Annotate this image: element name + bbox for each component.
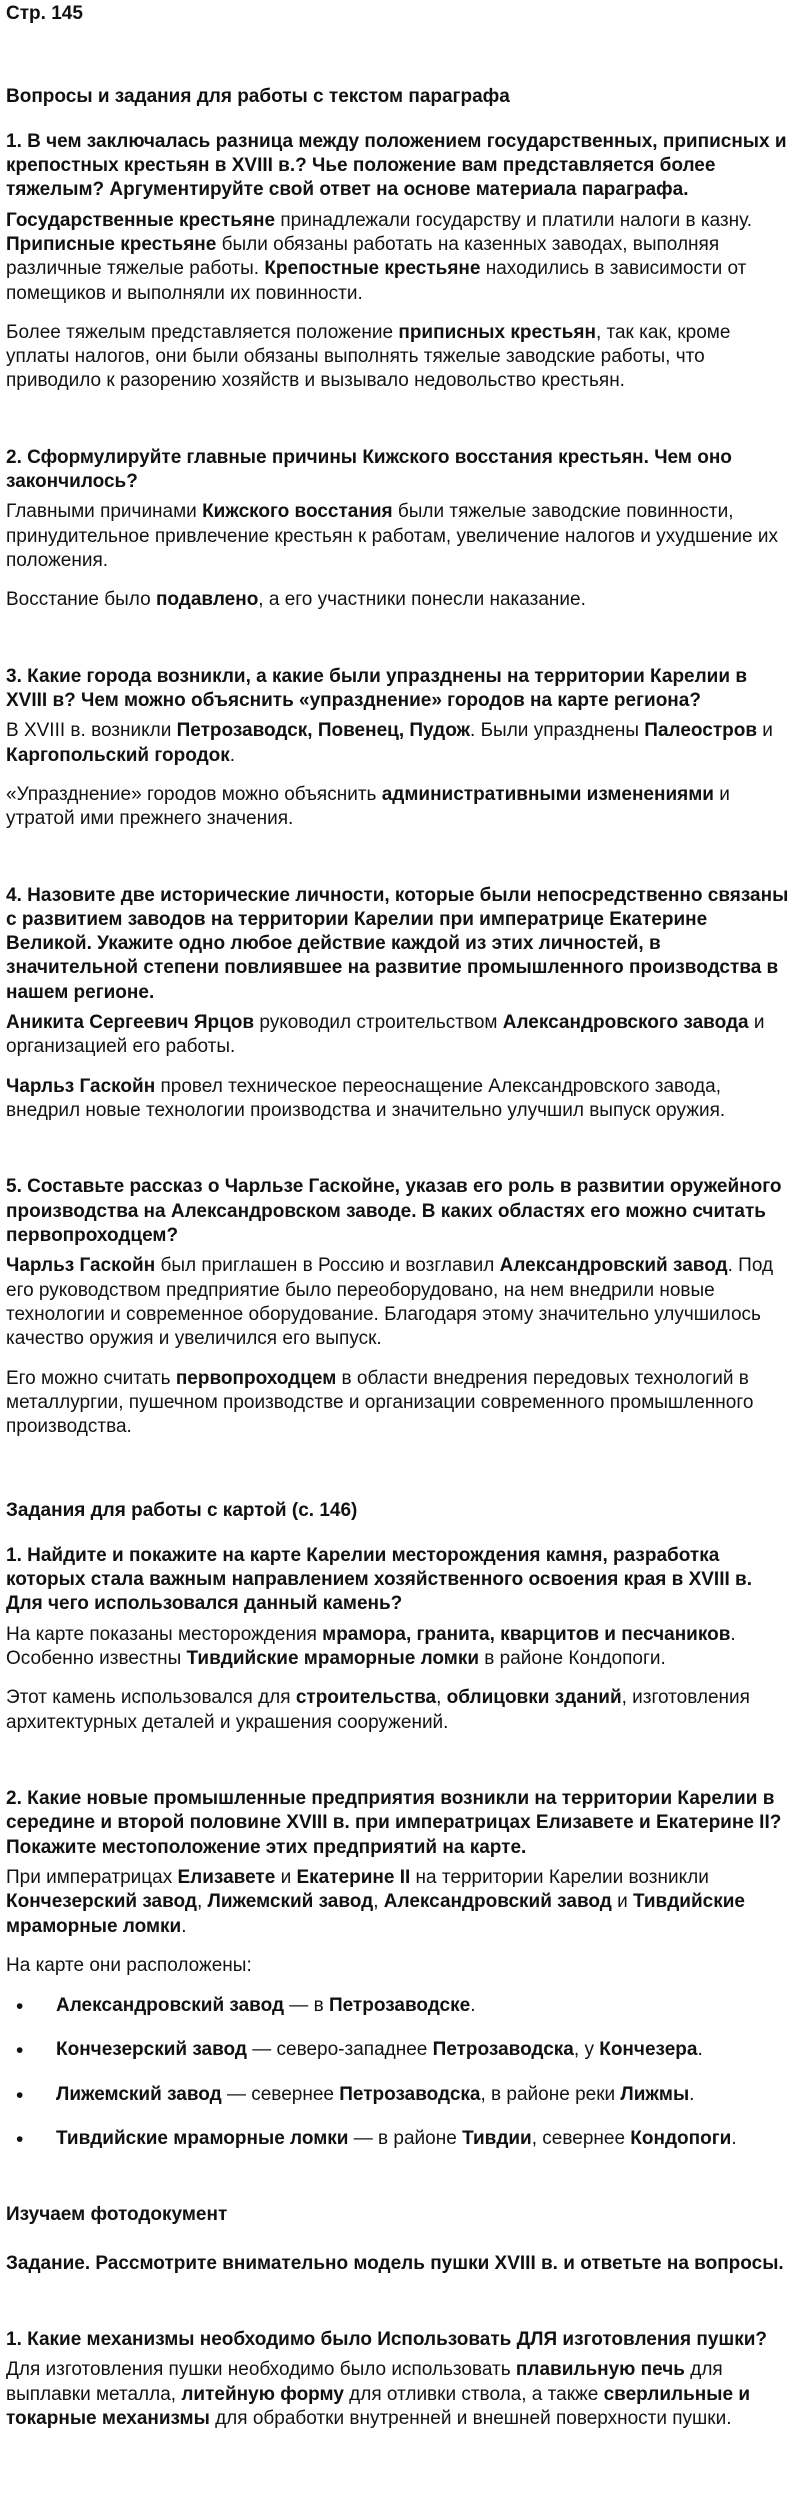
answer-paragraph: На карте показаны месторождения мрамора, гранита, кварцитов и песчаников. Особенно известны Тивдийские мраморные ломки в районе Кондопоги. <box>6 1623 736 1669</box>
question-text: 2. Какие новые промышленные предприятия возникли на территории Карелии в середине и второй половине XVIII в. при императрицах Елизавете и Екатерине II? Покажите местоположение этих предприятий на карте. <box>6 1787 782 1858</box>
section-heading: Задания для работы с картой (с. 146) <box>6 1500 358 1522</box>
answer-paragraph: Для изготовления пушки необходимо было использовать плавильную печь для выплавки металла, литейную форму для отливки ствола, а также сверлильные и токарные механизмы для обработки внутренней и внешней поверхности пушки. <box>6 2359 751 2429</box>
answer-paragraph: Главными причинами Кижского восстания были тяжелые заводские повинности, принудительное привлечение крестьян к работам, увеличение налогов и ухудшение их положения. <box>6 501 778 571</box>
question-block <box>6 1175 790 1439</box>
list-item: • Лижемский завод — севернее Петрозаводска, в районе реки Лижмы. <box>6 2083 790 2107</box>
answer-paragraph: В XVIII в. возникли Петрозаводск, Повенец, Пудож. Были упразднены Палеостров и Каргопольский городок. <box>6 720 773 766</box>
list-item: • Кончезерский завод — северо-западнее Петрозаводска, у Кончезера. <box>6 2038 790 2062</box>
question-text: 4. Назовите две исторические личности, которые были непосредственно связаны с развитием заводов на территории Карелии при императрице Екатерине Великой. Укажите одно любое действие каждой из этих личностей, в значительной степени повлиявшее на развитие промышленного производства в нашем регионе. <box>6 884 789 1003</box>
question-text: 3. Какие города возникли, а какие были упразднены на территории Карелии в XVIII в? Чем можно объяснить «упразднение» городов на карте региона? <box>6 665 747 711</box>
section-map-tasks <box>6 1499 790 2151</box>
section-heading: Изучаем фотодокумент <box>6 2204 228 2226</box>
question-block <box>6 665 790 832</box>
question-text: 1. В чем заключалась разница между положением государственных, приписных и крепостных крестьян в XVIII в.? Чье положение вам представляется более тяжелым? Аргументируйте свой ответ на основе материала параграфа. <box>6 130 787 201</box>
page-number: Стр. 145 <box>6 3 83 24</box>
question-block <box>6 884 790 1124</box>
answer-paragraph: Аникита Сергеевич Ярцов руководил строительством Александровского завода и организацией его работы. <box>6 1012 765 1058</box>
answer-paragraph: Чарльз Гаскойн провел техническое переоснащение Александровского завода, внедрил новые технологии производства и значительно улучшил выпуск оружия. <box>6 1075 726 1121</box>
list-item: • Александровский завод — в Петрозаводске. <box>6 1994 790 2018</box>
question-text: 1. Какие механизмы необходимо было Использовать ДЛЯ изготовления пушки? <box>6 2329 768 2350</box>
question-list <box>6 2328 790 2431</box>
answer-paragraph: На карте они расположены: <box>6 1954 252 1976</box>
answer-paragraph: Этот камень использовался для строительства, облицовки зданий, изготовления архитектурных деталей и украшения сооружений. <box>6 1687 750 1733</box>
question-list <box>6 130 790 1440</box>
answer-paragraph: Его можно считать первопроходцем в области внедрения передовых технологий в металлургии, пушечном производстве и организации современного промышленного производства. <box>6 1367 754 1438</box>
question-list <box>6 1544 790 2152</box>
answer-paragraph: Более тяжелым представляется положение приписных крестьян, так как, кроме уплаты налогов, они были обязаны выполнять тяжелые заводские работы, что приводило к разорению хозяйств и вызывало недовольство крестьян. <box>6 321 731 392</box>
list-item: • Тивдийские мраморные ломки — в районе Тивдии, севернее Кондопоги. <box>6 2127 790 2151</box>
question-block <box>6 2328 790 2431</box>
answer-paragraph: Восстание было подавлено, а его участники понесли наказание. <box>6 589 586 611</box>
section-photo-document <box>6 2203 790 2431</box>
question-text: 2. Сформулируйте главные причины Кижского восстания крестьян. Чем оно закончилось? <box>6 446 732 493</box>
question-text: 1. Найдите и покажите на карте Карелии месторождения камня, разработка которых стала важным направлением хозяйственного освоения края в XVIII в. Для чего использовался данный камень? <box>6 1544 753 1615</box>
question-block <box>6 1544 790 1735</box>
section-heading: Вопросы и задания для работы с текстом параграфа <box>6 86 510 108</box>
question-block <box>6 130 790 394</box>
photo-task: Задание. Рассмотрите внимательно модель пушки XVIII в. и ответьте на вопросы. <box>6 2252 784 2274</box>
question-block <box>6 1787 790 2151</box>
location-list <box>6 1994 790 2151</box>
question-text: 5. Составьте рассказ о Чарльзе Гаскойне, указав его роль в развитии оружейного производства на Александровском заводе. В каких областях его можно считать первопроходцем? <box>6 1176 782 1246</box>
answer-paragraph: При императрицах Елизавете и Екатерине II на территории Карелии возникли Кончезерский завод, Лижемский завод, Александровский завод и Тивдийские мраморные ломки. <box>6 1866 745 1937</box>
answer-paragraph: «Упразднение» городов можно объяснить административными изменениями и утратой ими прежнего значения. <box>6 783 730 830</box>
answer-paragraph: Чарльз Гаскойн был приглашен в Россию и возглавил Александровский завод. Под его руководством предприятие было переоборудовано, на нем внедрили новые технологии и современное оборудование. Благодаря этому значительно улучшилось качество оружия и увеличился его выпуск. <box>6 1255 774 1350</box>
section-text-questions <box>6 85 790 1439</box>
answer-paragraph: Государственные крестьяне принадлежали государству и платили налоги в казну. Приписные крестьяне были обязаны работать на казенных заводах, выполняя различные тяжелые работы. Крепостные крестьяне находились в зависимости от помещиков и выполняли их повинности. <box>6 209 753 304</box>
question-block <box>6 446 790 613</box>
